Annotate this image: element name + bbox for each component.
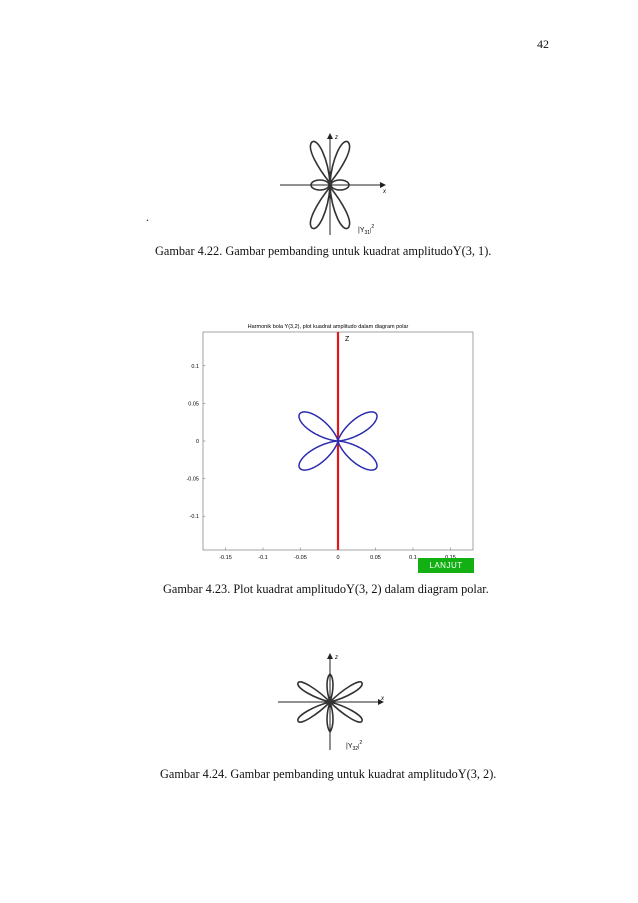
figure-y32-sketch bbox=[270, 650, 390, 760]
y-tick-labels bbox=[186, 364, 205, 520]
lanjut-button[interactable]: LANJUT bbox=[418, 558, 474, 573]
figure-4-23-caption: Gambar 4.23. Plot kuadrat amplitudoY(3, 2) dalam diagram polar. bbox=[163, 582, 489, 596]
x-axis-label: x bbox=[381, 696, 384, 702]
y-tick-label: 0.05 bbox=[188, 401, 199, 408]
x-axis-label: x bbox=[383, 189, 386, 195]
figure-y32-polar-plot bbox=[178, 317, 478, 572]
x-arrow-icon bbox=[380, 182, 386, 188]
y31-label: $|Y_{31}^{|2}$ bbox=[358, 224, 375, 236]
x-tick-label: -0.05 bbox=[294, 555, 307, 561]
z-arrow-icon bbox=[327, 653, 333, 659]
y-tick-label: -0.05 bbox=[186, 476, 199, 483]
x-tick-label: -0.15 bbox=[219, 555, 232, 561]
z-axis-label: z bbox=[335, 655, 338, 661]
x-tick-label: -0.1 bbox=[258, 555, 268, 561]
figure-y31-sketch bbox=[272, 130, 392, 240]
page-number: 42 bbox=[537, 37, 549, 51]
x-tick-label: 0 bbox=[336, 555, 340, 561]
z-arrow-icon bbox=[327, 133, 333, 139]
x-tick-label: 0.1 bbox=[409, 555, 417, 561]
z-axis-label: z bbox=[335, 135, 338, 141]
chart-title: Harmonik bola Y(3,2), plot kuadrat amplitudo dalam diagram polar bbox=[247, 324, 409, 330]
z-axis-label: Z bbox=[345, 336, 350, 343]
x-tick-label: 0.05 bbox=[370, 555, 381, 561]
y-tick-label: 0 bbox=[195, 439, 199, 445]
figure-4-22-caption: Gambar 4.22. Gambar pembanding untuk kuadrat amplitudoY(3, 1). bbox=[155, 244, 492, 258]
y32-label: $|Y_{32}^{|2}$ bbox=[346, 740, 363, 752]
y-tick-label: 0.1 bbox=[191, 363, 199, 370]
figure-4-24-caption: Gambar 4.24. Gambar pembanding untuk kuadrat amplitudoY(3, 2). bbox=[160, 767, 497, 781]
stray-dot: . bbox=[146, 210, 149, 224]
y-tick-label: -0.1 bbox=[189, 514, 199, 521]
